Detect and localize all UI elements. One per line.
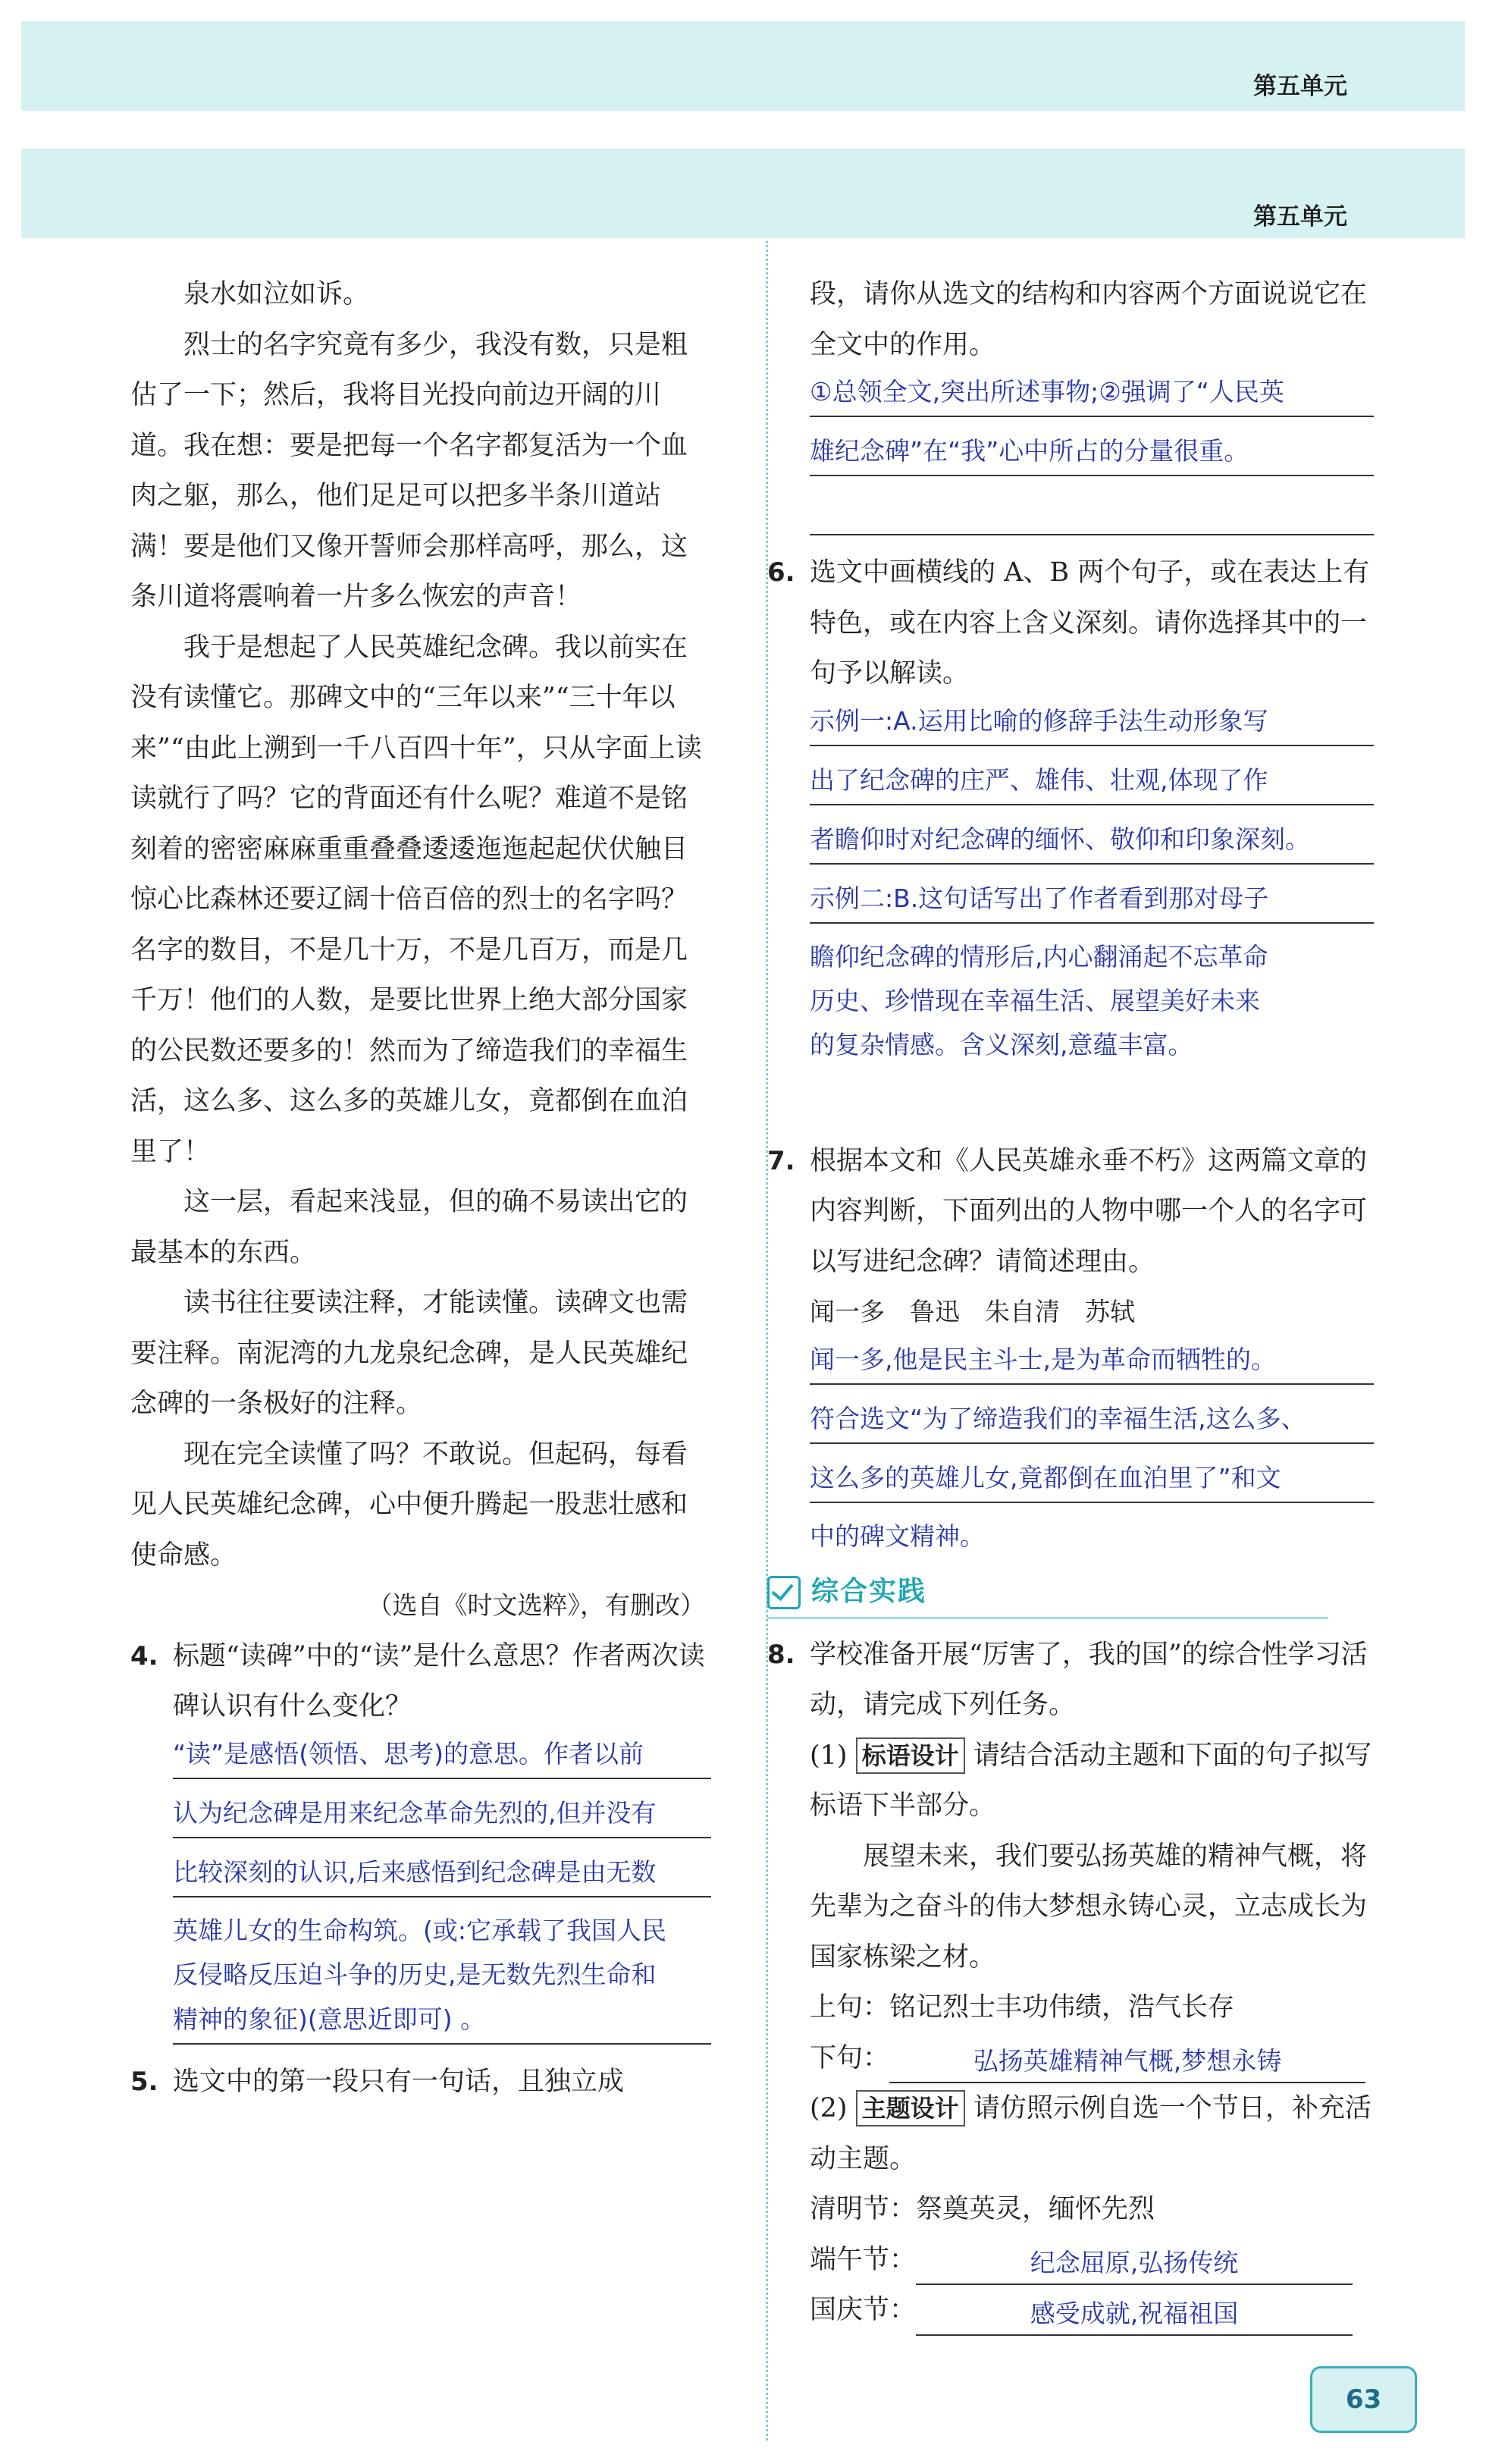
name-options: 闻一多 鲁迅 朱自清 苏轼 <box>810 1297 1135 1326</box>
task-1-quote: 展望未来，我们要弘扬英雄的精神气概，将先辈为之奋斗的伟大梦想永铸心灵，立志成长为国家栋梁之材。 <box>810 1841 1368 1973</box>
left-column <box>130 269 711 2107</box>
task-1 <box>810 1731 1374 1832</box>
paragraph: 烈士的名字究竟有多少，我没有数，只是粗估了一下；然后，我将目光投向前边开阔的川道。我在想：要是把每一个名字都复活为一个血肉之躯，那么，他们足足可以把多半条川道站满！要是他们又像开誓师会那样高呼，那么，这条川道将震响着一片多么恢宏的声音！ <box>130 329 688 612</box>
question-5-continued <box>767 269 1374 535</box>
page-number: 63 <box>1310 2366 1417 2433</box>
question-5 <box>130 2057 711 2108</box>
question-number: 8. <box>767 1639 795 1670</box>
duanwu-answer: 纪念屈原,弘扬传统 <box>916 2243 1353 2285</box>
duanwu-label: 端午节： <box>810 2244 917 2275</box>
answer-line: 者瞻仰时对纪念碑的缅怀、敬仰和印象深刻。 <box>810 818 1374 865</box>
task-1-tag: 标语设计 <box>856 1737 965 1774</box>
question-4 <box>130 1631 711 2045</box>
answer-line: 符合选文“为了缔造我们的幸福生活,这么多、 <box>810 1397 1374 1444</box>
paragraph: 泉水如泣如诉。 <box>183 279 370 309</box>
task-2-text: 请仿照示例自选一个节日，补充活动主题。 <box>810 2093 1372 2174</box>
question-number: 5. <box>130 2066 158 2097</box>
answer-6 <box>810 699 1374 1068</box>
question-6 <box>767 548 1374 1068</box>
answer-line: 闻一多,他是民主斗士,是为革命而牺牲的。 <box>810 1338 1374 1385</box>
unit-label-top: 第五单元 <box>1253 73 1347 100</box>
task-2 <box>810 2083 1374 2184</box>
question-number: 6. <box>767 557 795 588</box>
question-number: 4. <box>130 1640 158 1671</box>
checkmark-icon <box>767 1576 801 1609</box>
question-number: 7. <box>767 1145 795 1176</box>
header-band-top <box>21 21 1465 111</box>
paragraph: 读书往往要读注释，才能读懂。读碑文也需要注释。南泥湾的九龙泉纪念碑，是人民英雄纪念碑的一条极好的注释。 <box>130 1288 688 1419</box>
upper-line: 上句：铭记烈士丰功伟绩，浩气长存 <box>810 1992 1235 2023</box>
answer-line: 示例二:B.这句话写出了作者看到那对母子 <box>810 877 1374 924</box>
answer-line: 的复杂情感。含义深刻,意蕴丰富。 <box>810 1029 1193 1059</box>
answer-7 <box>810 1338 1374 1559</box>
section-title: 综合实践 <box>811 1576 927 1608</box>
question-8 <box>767 1630 1374 2336</box>
question-text: 段，请你从选文的结构和内容两个方面说说它在全文中的作用。 <box>810 279 1368 360</box>
header-band <box>21 149 1465 238</box>
answer-line: 反侵略反压迫斗争的历史,是无数先烈生命和 <box>173 1959 657 1989</box>
answer-line: ①总领全文,突出所述事物;②强调了“人民英 <box>810 370 1374 417</box>
answer-line: 比较深刻的认识,后来感悟到纪念碑是由无数 <box>173 1850 711 1897</box>
answer-line: 精神的象征)(意思近即可) 。 <box>173 1998 711 2045</box>
paragraph: 我于是想起了人民英雄纪念碑。我以前实在没有读懂它。那碑文中的“三年以来”“三十年以来”“由此上溯到一千八百四十年”，只从字面上读读就行了吗？它的背面还有什么呢？难道不是铭刻着的密密麻麻重重叠叠逶逶迤迤起起伏伏触目惊心比森林还要辽阔十倍百倍的烈士的名字吗？名字的数目，不是几十万，不是几百万，而是几千万！他们的人数，是要比世界上绝大部分国家的公民数还要多的！然而为了缔造我们的幸福生活，这么多、这么多的英雄儿女，竟都倒在血泊里了！ <box>130 632 702 1167</box>
answer-line: 认为纪念碑是用来纪念革命先烈的,但并没有 <box>173 1791 711 1838</box>
lower-answer: 弘扬英雄精神气概,梦想永铸 <box>889 2041 1365 2083</box>
task-2-number: (2) <box>810 2093 848 2123</box>
question-text: 根据本文和《人民英雄永垂不朽》这两篇文章的内容判断，下面列出的人物中哪一个人的名字可以写进纪念碑？请简述理由。 <box>810 1145 1368 1277</box>
question-text: 选文中画横线的 A、B 两个句子，或在表达上有特色，或在内容上含义深刻。请你选择其中的一句予以解读。 <box>810 557 1370 689</box>
answer-4 <box>173 1732 711 2045</box>
question-text: 选文中的第一段只有一句话，且独立成 <box>173 2066 625 2097</box>
answer-line: 瞻仰纪念碑的情形后,内心翻涌起不忘革命 <box>810 941 1268 971</box>
answer-line: 雄纪念碑”在“我”心中所占的分量很重。 <box>810 429 1374 476</box>
guoqing-answer: 感受成就,祝福祖国 <box>916 2293 1353 2336</box>
answer-line: 中的碑文精神。 <box>810 1521 985 1551</box>
guoqing-label: 国庆节： <box>810 2295 917 2325</box>
task-1-text: 请结合活动主题和下面的句子拟写标语下半部分。 <box>810 1740 1372 1821</box>
lower-label: 下句： <box>810 2042 890 2073</box>
example-line: 清明节：祭奠英灵，缅怀先烈 <box>810 2194 1155 2224</box>
paragraph: 这一层，看起来浅显，但的确不易读出它的最基本的东西。 <box>130 1187 688 1268</box>
answer-5 <box>810 370 1374 535</box>
lower-line <box>810 2033 1374 2084</box>
task-2-tag: 主题设计 <box>856 2090 965 2127</box>
unit-label: 第五单元 <box>1253 203 1347 231</box>
paragraph: 现在完全读懂了吗？不敢说。但起码，每看见人民英雄纪念碑，心中便升腾起一股悲壮感和使命感。 <box>130 1439 688 1571</box>
question-7 <box>767 1136 1374 1559</box>
answer-line: 出了纪念碑的庄严、雄伟、壮观,体现了作 <box>810 758 1374 805</box>
answer-line: 历史、珍惜现在幸福生活、展望美好未来 <box>810 985 1260 1015</box>
question-text: 标题“读碑”中的“读”是什么意思？作者两次读碑认识有什么变化？ <box>173 1640 705 1722</box>
source-note: （选自《时文选粹》，有删改） <box>367 1590 705 1620</box>
answer-line: 英雄儿女的生命构筑。(或:它承载了我国人民 <box>173 1915 666 1945</box>
guoqing-line <box>810 2285 1374 2336</box>
answer-line: 示例一:A.运用比喻的修辞手法生动形象写 <box>810 699 1374 746</box>
task-1-number: (1) <box>810 1740 848 1771</box>
question-text: 学校准备开展“厉害了，我的国”的综合性学习活动，请完成下列任务。 <box>810 1639 1368 1720</box>
duanwu-line <box>810 2235 1374 2286</box>
blank-line <box>810 488 1374 535</box>
right-column <box>767 269 1374 2336</box>
section-header <box>767 1568 1328 1619</box>
answer-line: 这么多的英雄儿女,竟都倒在血泊里了”和文 <box>810 1456 1374 1503</box>
answer-line: “读”是感悟(领悟、思考)的意思。作者以前 <box>173 1732 711 1779</box>
